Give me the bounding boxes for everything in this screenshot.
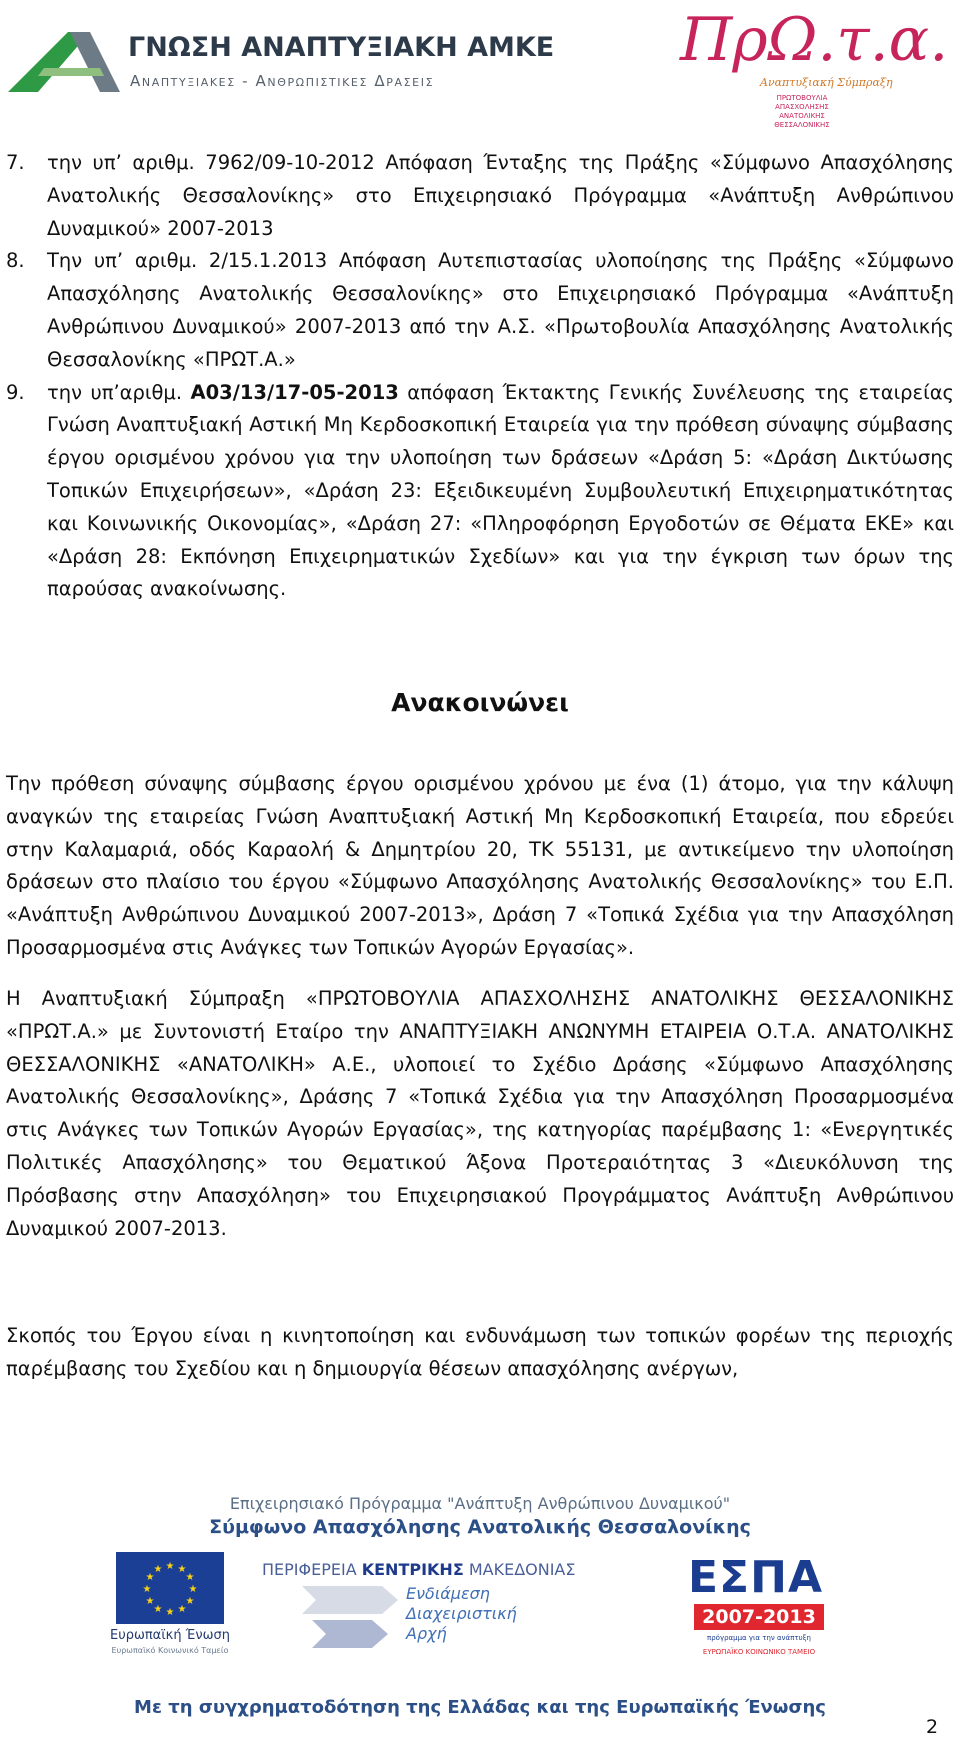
region-logo [262, 1560, 642, 1660]
list-item [6, 245, 954, 376]
list-item-text: Την υπ’ αριθμ. 2/15.1.2013 Απόφαση Αυτεπιστασίας υλοποίησης της Πράξης «Σύμφωνο Απασχόλησης Ανατολικής Θεσσαλονίκης» στο Επιχειρησιακό Πρόγραμμα «Ανάπτυξη Ανθρώπινου Δυναμικού» 2007-2013 από την Α.Σ. «Πρωτοβουλία Απασχόλησης Ανατολικής Θεσσαλονίκης «ΠΡΩΤ.Α.» [47, 249, 954, 371]
list-item [6, 147, 954, 245]
eu-flag-icon [116, 1552, 224, 1624]
announcement-heading: Ανακοινώνει [391, 688, 569, 717]
svg-text:★: ★ [153, 1604, 163, 1615]
eu-sublabel: Ευρωπαϊκό Κοινωνικό Ταμείο [111, 1646, 229, 1655]
region-title: ΠΕΡΙΦΕΡΕΙΑ ΚΕΝΤΡΙΚΗΣ ΜΑΚΕΔΟΝΙΑΣ [262, 1560, 576, 1579]
list-item-number: 9. [6, 380, 25, 404]
footer-project-line: Σύμφωνο Απασχόλησης Ανατολικής Θεσσαλονίκης [209, 1516, 751, 1538]
prota-logo-word: ΠρΩ.τ.α. [680, 5, 949, 75]
svg-text:★: ★ [177, 1564, 187, 1575]
gnosi-logo [8, 28, 555, 98]
prota-logo [680, 5, 949, 129]
prota-logo-subtitle: Αναπτυξιακή Σύμπραξη [760, 76, 893, 89]
footer-program-line: Επιχειρησιακό Πρόγραμμα "Ανάπτυξη Ανθρώπινου Δυναμικού" [229, 1494, 731, 1513]
espa-word: ΕΣΠΑ [688, 1552, 823, 1603]
espa-tagline: πρόγραμμα για την ανάπτυξη [707, 1634, 811, 1642]
svg-text:★: ★ [145, 1596, 155, 1607]
org-subtitle: Αναπτυξιακες - Ανθρωπιστικες Δρασεις [130, 72, 435, 90]
list-item-number: 8. [6, 249, 25, 273]
paragraph-purpose: Την πρόθεση σύναψης σύμβασης έργου ορισμένου χρόνου με ένα (1) άτομο, για την κάλυψη αναγκών της εταιρείας Γνώση Αναπτυξιακή Αστική Μη Κερδοσκοπική Εταιρεία, που εδρεύει στην Καλαμαριά, οδός Καραολή & Δημητρίου 20, ΤΚ 55131, με αντικείμενο την υλοποίηση δράσεων στο πλαίσιο του έργου «Σύμφωνο Απασχόλησης Ανατολικής Θεσσαλονίκης» του Ε.Π. «Ανάπτυξη Ανθρώπινου Δυναμικού 2007-2013», Δράση 7 «Τοπικά Σχέδια για την Απασχόληση Προσαρμοσμένα στις Ανάγκες των Τοπικών Αγορών Εργασίας». [6, 772, 954, 959]
svg-text:★: ★ [165, 1607, 175, 1618]
list-item-text [47, 377, 954, 607]
espa-fund-label: ΕΥΡΩΠΑΪΚΟ ΚΟΙΝΩΝΙΚΟ ΤΑΜΕΙΟ [702, 1648, 816, 1656]
prota-logo-tagline: ΠΡΩΤΟΒΟΥΛΙΑ ΑΠΑΣΧΟΛΗΣΗΣ ΑΝΑΤΟΛΙΚΗΣ ΘΕΣΣΑΛΟΝΙΚΗΣ [774, 94, 830, 129]
gnosi-logo-mark-icon [8, 28, 126, 98]
region-sub-2: Διαχειριστική [406, 1604, 517, 1623]
paragraph-objective: Σκοπός του Έργου είναι η κινητοποίηση και ενδυνάμωση των τοπικών φορέων της περιοχής παρέμβασης του Σχεδίου και η δημιουργία θέσεων απασχόλησης ανέργων, [6, 1324, 954, 1380]
list-item-text-prefix: την υπ’αριθμ. [47, 380, 191, 404]
list-item-number: 7. [6, 151, 25, 174]
page-number: 2 [926, 1716, 939, 1738]
region-sub-1: Ενδιάμεση [406, 1584, 490, 1603]
espa-logo [660, 1552, 860, 1664]
paragraph-partnership: Η Αναπτυξιακή Σύμπραξη «ΠΡΩΤΟΒΟΥΛΙΑ ΑΠΑΣΧΟΛΗΣΗΣ ΑΝΑΤΟΛΙΚΗΣ ΘΕΣΣΑΛΟΝΙΚΗΣ «ΠΡΩΤ.Α.» με Συντονιστή Εταίρο την ΑΝΑΠΤΥΞΙΑΚΗ ΑΝΩΝΥΜΗ ΕΤΑΙΡΕΙΑ Ο.Τ.Α. ΑΝΑΤΟΛΙΚΗΣ ΘΕΣΣΑΛΟΝΙΚΗΣ «ΑΝΑΤΟΛΙΚΗ» Α.Ε., υλοποιεί το Σχέδιο Δράσης «Σύμφωνο Απασχόλησης Ανατολικής Θεσσαλονίκης», Δράσης 7 «Τοπικά Σχέδια για την Απασχόληση Προσαρμοσμένα στις Ανάγκες των Τοπικών Αγορών Εργασίας», της κατηγορίας παρέμβασης 1: «Ενεργητικές Πολιτικές Απασχόλησης» του Θεματικού Άξονα Προτεραιότητας 3 «Διευκόλυνση της Πρόσβασης στην Απασχόληση» του Επιχειρησιακού Προγράμματος Ανάπτυξη Ανθρώπινου Δυναμικού 2007-2013. [6, 987, 954, 1240]
svg-text:★: ★ [165, 1561, 175, 1572]
region-arrows-icon [302, 1586, 398, 1656]
svg-text:★: ★ [177, 1604, 187, 1615]
list-item [6, 377, 954, 607]
svg-text:★: ★ [185, 1596, 195, 1607]
svg-text:★: ★ [153, 1564, 163, 1575]
list-item-text-suffix: απόφαση Έκτακτης Γενικής Συνέλευσης της εταιρείας Γνώση Αναπτυξιακή Αστική Μη Κερδοσκοπική Εταιρεία για την πρόθεση σύναψης σύμβασης έργου ορισμένου χρόνου για την υλοποίηση των δράσεων «Δράση 5: «Δράση Δικτύωσης Τοπικών Επιχειρήσεων», «Δράση 23: Εξειδικευμένη Συμβουλευτική Επιχειρηματικότητας και Κοινωνικής Οικονομίας», «Δράση 27: «Πληροφόρηση Εργοδοτών σε Θέματα ΕΚΕ» και «Δράση 28: Εκπόνηση Επιχειρηματικών Σχεδίων» και για την έγκριση των όρων της παρούσας ανακοίνωσης. [47, 380, 954, 601]
org-title: ΓΝΩΣΗ ΑΝΑΠΤΥΞΙΑΚΗ ΑΜΚΕ [128, 32, 555, 63]
cofunding-line: Με τη συγχρηματοδότηση της Ελλάδας και της Ευρωπαϊκής Ένωσης [134, 1697, 826, 1718]
svg-text:★: ★ [185, 1572, 195, 1583]
reference-list [6, 147, 954, 606]
eu-label: Ευρωπαϊκή Ένωση [109, 1628, 231, 1643]
eu-stars-icon [116, 1552, 224, 1624]
svg-text:★: ★ [142, 1584, 152, 1595]
svg-text:★: ★ [188, 1584, 198, 1595]
decision-number: Α03/13/17-05-2013 [190, 380, 399, 404]
svg-text:★: ★ [145, 1572, 155, 1583]
espa-years: 2007-2013 [694, 1604, 824, 1630]
page-header [0, 0, 960, 129]
region-sub-3: Αρχή [406, 1624, 447, 1643]
list-item-text: την υπ’ αριθμ. 7962/09-10-2012 Απόφαση Ένταξης της Πράξης «Σύμφωνο Απασχόλησης Ανατολικής Θεσσαλονίκης» στο Επιχειρησιακό Πρόγραμμα «Ανάπτυξη Ανθρώπινου Δυναμικού» 2007-2013 [47, 151, 954, 240]
